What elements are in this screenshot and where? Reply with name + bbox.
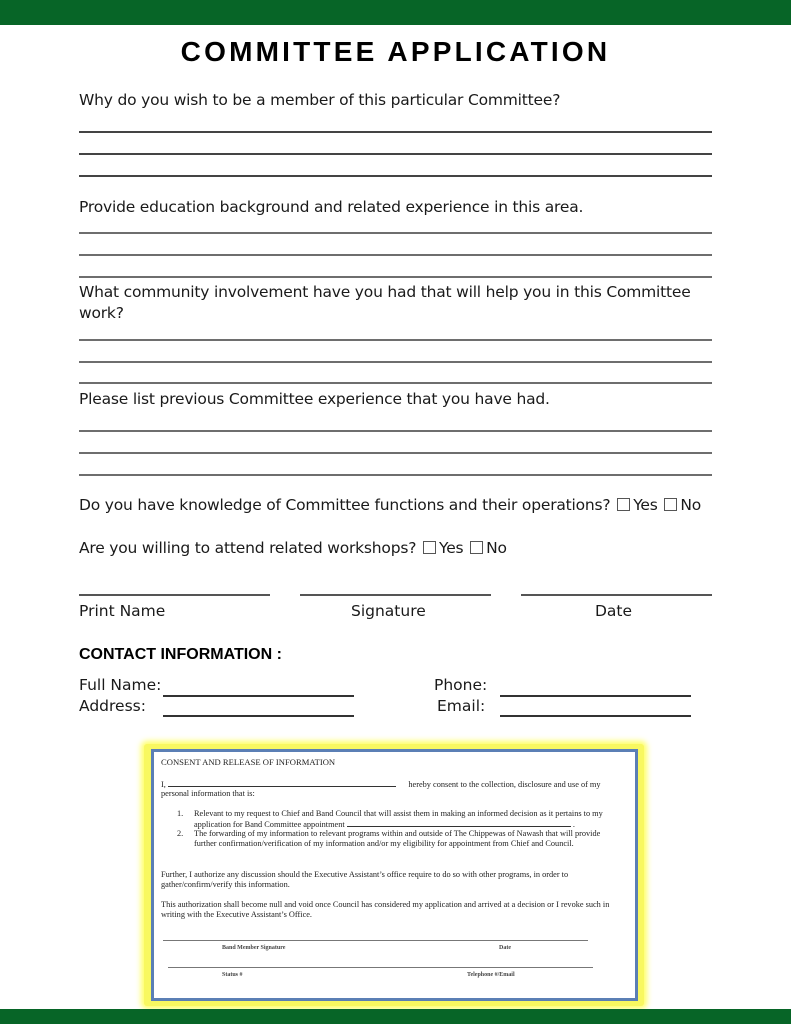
consent-item-1-text: Relevant to my request to Chief and Band Council that will assist them in making an informed decision as it pertains to my application for Band Committee appointment	[194, 809, 603, 829]
workshops-no-checkbox[interactable]	[470, 541, 483, 554]
answer-line[interactable]	[79, 175, 712, 177]
answer-line[interactable]	[79, 153, 712, 155]
band-member-signature-line[interactable]	[163, 940, 588, 941]
answer-line[interactable]	[79, 382, 712, 384]
answer-line[interactable]	[79, 474, 712, 476]
answer-line[interactable]	[79, 339, 712, 341]
answer-line[interactable]	[79, 361, 712, 363]
consent-intro-line2: personal information that is:	[161, 789, 255, 798]
contact-heading: CONTACT INFORMATION :	[79, 646, 282, 663]
consent-form	[151, 749, 638, 1001]
question-4-label: Please list previous Committee experience that you have had.	[79, 390, 550, 408]
full-name-label: Full Name:	[79, 676, 162, 694]
phone-field[interactable]	[500, 695, 691, 697]
question-3-label: What community involvement have you had that will help you in this Committee work?	[79, 283, 691, 322]
knowledge-question	[79, 495, 779, 516]
workshops-yes-label: Yes	[438, 539, 464, 557]
answer-line[interactable]	[79, 254, 712, 256]
consent-title: CONSENT AND RELEASE OF INFORMATION	[161, 757, 336, 767]
print-name-label: Print Name	[79, 602, 166, 620]
phone-label: Phone:	[434, 676, 488, 694]
signature-label: Signature	[351, 602, 426, 620]
knowledge-question-label: Do you have knowledge of Committee functions and their operations?	[79, 496, 611, 514]
print-name-line[interactable]	[79, 594, 270, 596]
consent-authorization-paragraph: This authorization shall become null and void once Council has considered my application and arrived at a decision or I revoke such in writing with the Executive Assistant’s Office.	[161, 900, 610, 919]
top-banner	[0, 0, 791, 25]
workshops-yes-checkbox[interactable]	[423, 541, 436, 554]
full-name-field[interactable]	[163, 695, 354, 697]
status-telephone-line[interactable]	[168, 967, 593, 968]
consent-item-1	[177, 809, 622, 830]
consent-intro-suffix: hereby consent to the collection, disclosure and use of my	[408, 780, 601, 789]
email-label: Email:	[437, 697, 486, 715]
date-line[interactable]	[521, 594, 712, 596]
knowledge-yes-label: Yes	[633, 496, 658, 514]
committee-appointment-field[interactable]	[347, 819, 571, 827]
address-field[interactable]	[163, 715, 354, 717]
bottom-banner	[0, 1009, 791, 1024]
consent-item-2	[177, 829, 622, 849]
answer-line[interactable]	[79, 276, 712, 278]
consent-date-label: Date	[499, 945, 511, 951]
consent-further-paragraph: Further, I authorize any discussion should the Executive Assistant’s office require to do so with other programs, in order to gather/confirm/verify this information.	[161, 870, 569, 889]
consent-name-field[interactable]	[168, 779, 396, 787]
answer-line[interactable]	[79, 430, 712, 432]
consent-item-2-text: The forwarding of my information to relevant programs within and outside of The Chippewas of Nawash that will provide further confirmation/verification of my information and/or my eligibility for appointment from Chief and Council.	[194, 829, 601, 848]
question-1-label: Why do you wish to be a member of this particular Committee?	[79, 91, 561, 109]
address-label: Address:	[79, 697, 146, 715]
question-2-label: Provide education background and related experience in this area.	[79, 198, 584, 216]
telephone-email-label: Telephone #/Email	[467, 972, 515, 978]
band-member-signature-label: Band Member Signature	[222, 945, 286, 951]
consent-item-1-number: 1.	[177, 809, 184, 818]
answer-line[interactable]	[79, 452, 712, 454]
page-title: COMMITTEE APPLICATION	[180, 36, 611, 67]
workshops-question	[79, 538, 719, 559]
workshops-question-label: Are you willing to attend related workshops?	[79, 539, 417, 557]
consent-intro-prefix: I,	[161, 780, 166, 789]
email-field[interactable]	[500, 715, 691, 717]
consent-item-2-number: 2.	[177, 829, 184, 838]
answer-line[interactable]	[79, 131, 712, 133]
signature-line[interactable]	[300, 594, 491, 596]
answer-line[interactable]	[79, 232, 712, 234]
date-label: Date	[595, 602, 633, 620]
knowledge-no-label: No	[680, 496, 702, 514]
knowledge-yes-checkbox[interactable]	[617, 498, 630, 511]
status-label: Status #	[222, 972, 243, 978]
workshops-no-label: No	[486, 539, 507, 557]
consent-item-1-tail: .	[572, 820, 575, 829]
knowledge-no-checkbox[interactable]	[664, 498, 677, 511]
